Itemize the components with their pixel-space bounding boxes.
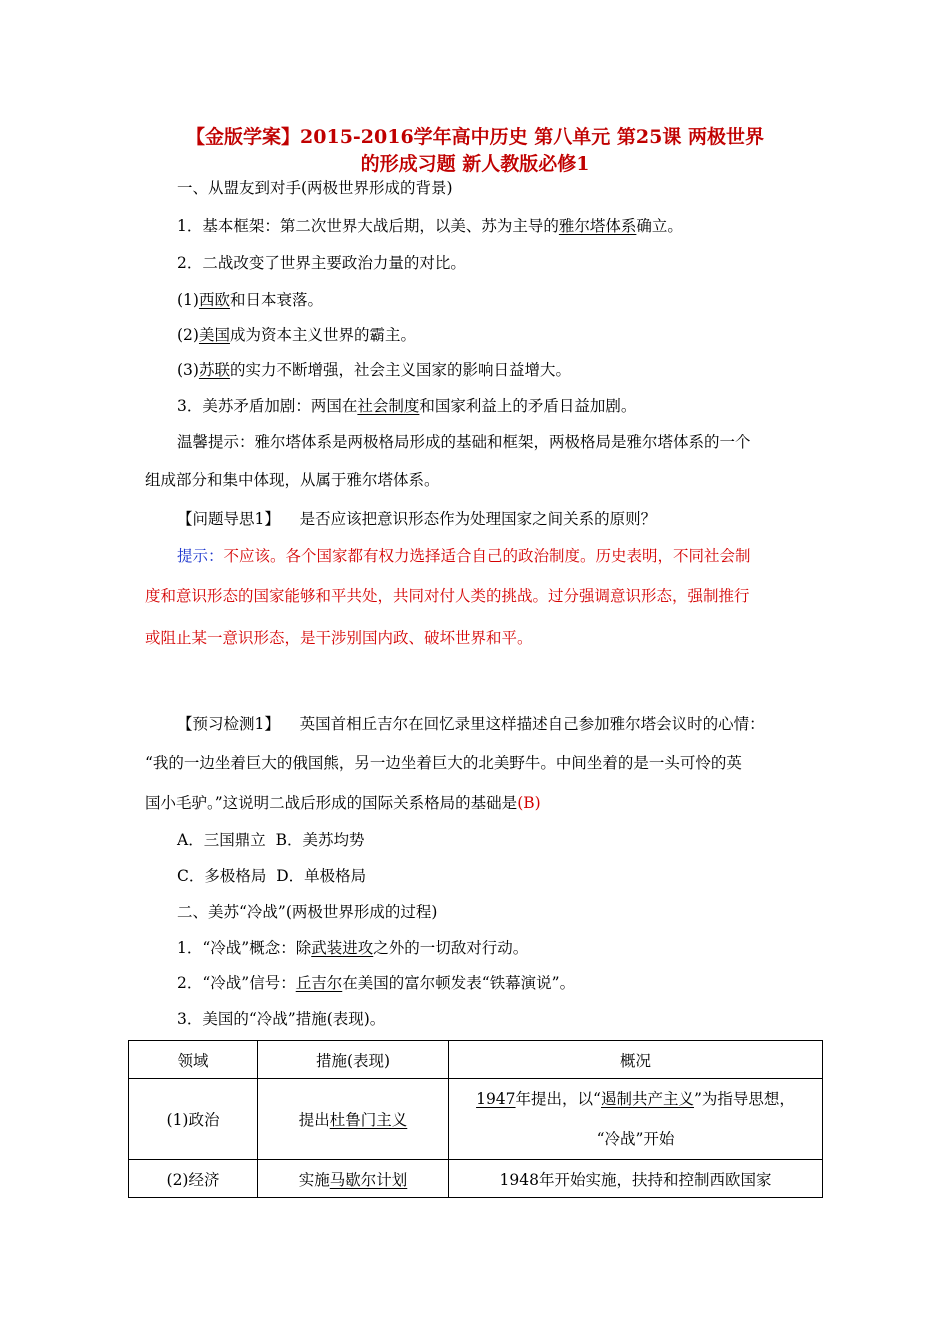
check-line-1: [177, 712, 765, 734]
blank-answer: 遏制共产主义: [600, 1090, 694, 1108]
hint-text: 不应该。各个国家都有权力选择适合自己的政治制度。历史表明，不同社会制: [223, 547, 751, 565]
section1-item1: [177, 214, 683, 236]
cold-war-measures-table: [128, 1040, 823, 1198]
text: (3): [177, 361, 199, 379]
table-cell-field: (1)政治: [129, 1079, 258, 1160]
check-text: 英国首相丘吉尔在回忆录里这样描述自己参加雅尔塔会议时的心情：: [299, 715, 765, 733]
section2-item2: [177, 971, 575, 993]
text: 在美国的富尔顿发表“铁幕演说”。: [342, 974, 576, 992]
blank-answer: 丘吉尔: [295, 974, 343, 992]
check-line-3: [145, 791, 541, 813]
text: 的实力不断增强，社会主义国家的影响日益增大。: [229, 361, 571, 379]
blank-answer: 1947: [476, 1090, 516, 1108]
blank-answer: 苏联: [198, 361, 230, 379]
hint-label: 提示：: [177, 547, 224, 565]
blank-answer: 西欧: [198, 291, 230, 309]
document-title: [100, 124, 850, 178]
section1-item2b: [177, 323, 416, 345]
guide-question-text: 是否应该把意识形态作为处理国家之间关系的原则？: [299, 510, 657, 528]
section1-item2: 2．二战改变了世界主要政治力量的对比。: [177, 254, 466, 272]
text: (1): [177, 291, 199, 309]
blank-answer: 马歇尔计划: [329, 1170, 408, 1189]
table-cell-overview: [449, 1079, 823, 1160]
options-row-1: [177, 828, 364, 850]
table-cell-field: (2)经济: [129, 1160, 258, 1198]
table-cell-measure: [258, 1160, 449, 1198]
section2-heading: 二、美苏“冷战”(两极世界形成的过程): [177, 903, 438, 921]
hint-line-2: 度和意识形态的国家能够和平共处，共同对付人类的挑战。过分强调意识形态，强制推行: [145, 587, 750, 605]
blank-answer: 社会制度: [357, 397, 420, 415]
guide-question: [177, 507, 656, 529]
options-row-2: [177, 864, 366, 886]
blank-answer: 美国: [198, 326, 230, 344]
text: 2．“冷战”信号：: [177, 974, 296, 992]
table-header-measure: 措施(表现): [258, 1041, 449, 1079]
section1-item3: [177, 394, 636, 416]
section2-item1: [177, 936, 528, 958]
check-answer: (B): [517, 794, 541, 812]
tip-line-1: 温馨提示：雅尔塔体系是两极格局形成的基础和框架，两极格局是雅尔塔体系的一个: [177, 433, 751, 451]
text: 确立。: [636, 217, 683, 235]
overview-line-2: “冷战”开始: [596, 1130, 675, 1148]
table-row: [129, 1160, 823, 1198]
text: 3．美苏矛盾加剧：两国在: [177, 397, 358, 415]
check-line-2: “我的一边坐着巨大的俄国熊，另一边坐着巨大的北美野牛。中间坐着的是一头可怜的英: [145, 754, 742, 772]
table-cell-overview: 1948年开始实施，扶持和控制西欧国家: [449, 1160, 823, 1198]
section2-item3: 3．美国的“冷战”措施(表现)。: [177, 1010, 386, 1028]
option-c: C．多极格局: [177, 867, 267, 885]
text: 提出: [298, 1111, 330, 1129]
text: ”为指导思想，: [693, 1090, 795, 1108]
option-d: D．单极格局: [276, 867, 367, 885]
check-text: 国小毛驴。”这说明二战后形成的国际关系格局的基础是: [145, 794, 518, 812]
text: 和国家利益上的矛盾日益加剧。: [419, 397, 637, 415]
blank-answer: 杜鲁门主义: [329, 1111, 408, 1129]
table-header-overview: 概况: [449, 1041, 823, 1079]
tip-line-2: 组成部分和集中体现，从属于雅尔塔体系。: [145, 471, 440, 489]
check-label: 【预习检测1】: [177, 715, 280, 733]
text: 1．基本框架：第二次世界大战后期，以美、苏为主导的: [177, 217, 559, 235]
hint-line-1: [177, 544, 751, 566]
table-row: [129, 1079, 823, 1160]
text: 之外的一切敌对行动。: [373, 939, 529, 957]
section1-item2c: [177, 358, 571, 380]
blank-answer: 武装进攻: [311, 939, 374, 957]
table-header-row: [129, 1041, 823, 1079]
text: 和日本衰落。: [229, 291, 323, 309]
guide-label: 【问题导思1】: [177, 510, 280, 528]
text: 成为资本主义世界的霸主。: [229, 326, 416, 344]
text: (2): [177, 326, 199, 344]
text: 1．“冷战”概念：除: [177, 939, 312, 957]
option-a: A．三国鼎立: [177, 831, 266, 849]
option-b: B．美苏均势: [275, 831, 365, 849]
section1-item2a: [177, 288, 323, 310]
text: 实施: [298, 1170, 330, 1189]
section1-heading: 一、从盟友到对手(两极世界形成的背景): [177, 179, 453, 197]
overview-line-1: [455, 1079, 816, 1119]
table-cell-measure: [258, 1079, 449, 1160]
hint-line-3: 或阻止某一意识形态，是干涉别国内政、破坏世界和平。: [145, 629, 533, 647]
title-line-1: 【金版学案】2015-2016学年高中历史 第八单元 第25课 两极世界: [186, 126, 764, 148]
title-line-2: 的形成习题 新人教版必修1: [360, 153, 590, 175]
text: 年提出，以“: [515, 1090, 601, 1108]
table-header-field: 领域: [129, 1041, 258, 1079]
blank-answer: 雅尔塔体系: [558, 217, 637, 235]
